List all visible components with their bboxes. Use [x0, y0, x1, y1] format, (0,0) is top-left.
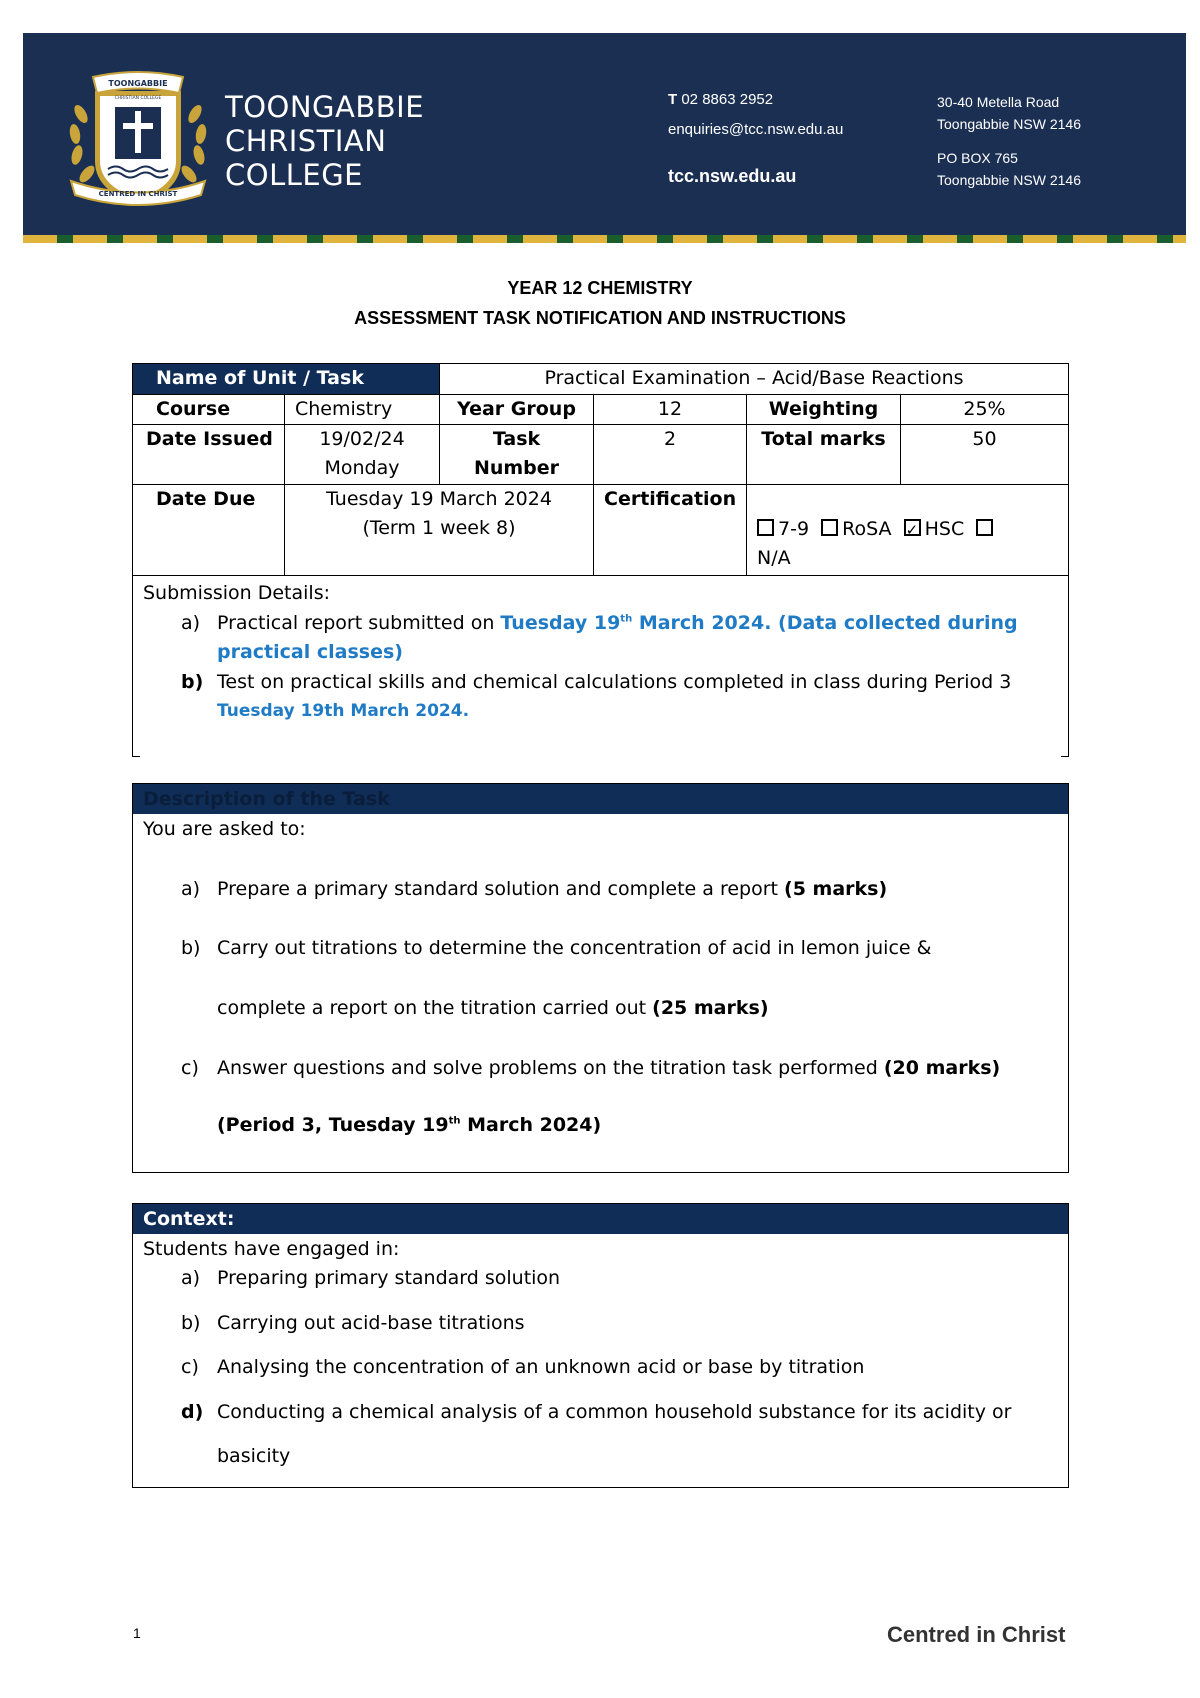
task-number-label-line1: Task [492, 428, 541, 450]
website-link[interactable]: tcc.nsw.edu.au [668, 166, 797, 186]
context-a-marker: a) [181, 1267, 201, 1289]
total-marks-label: Total marks [747, 425, 901, 485]
context-section [132, 1203, 1069, 1488]
address-line3: PO BOX 765 [937, 150, 1018, 166]
table-corner-left [132, 750, 140, 757]
certification-label: Certification [594, 485, 747, 576]
date-due-term: (Term 1 week 8) [362, 517, 516, 539]
submission-item-b-date: Tuesday 19th March 2024. [217, 701, 470, 721]
phone-number[interactable]: 02 8863 2952 [681, 91, 774, 108]
description-item-a: Prepare a primary standard solution and complete a report (5 marks) [217, 878, 888, 900]
description-item-b-cont: complete a report on the titration carried out (25 marks) [217, 997, 769, 1019]
unit-name-value: Practical Examination – Acid/Base Reactions [440, 364, 1068, 395]
date-issued-value [285, 425, 440, 485]
description-b-marker: b) [181, 937, 201, 959]
description-item-c-period: (Period 3, Tuesday 19th March 2024) [217, 1114, 602, 1136]
phone-line [668, 91, 773, 108]
context-c-marker: c) [181, 1356, 199, 1378]
address-line4: Toongabbie NSW 2146 [937, 172, 1081, 188]
weighting-label: Weighting [747, 395, 901, 425]
school-name-line1: TOONGABBIE [225, 90, 425, 124]
context-intro: Students have engaged in: [143, 1238, 400, 1260]
email-link[interactable]: enquiries@tcc.nsw.edu.au [668, 121, 844, 138]
context-d-marker: d) [181, 1401, 204, 1423]
submission-heading: Submission Details: [143, 582, 331, 604]
school-name-line2: CHRISTIAN [225, 124, 387, 158]
description-item-b: Carry out titrations to determine the concentration of acid in lemon juice & [217, 937, 932, 959]
postal-address [937, 91, 1081, 191]
submission-item-a-cont: practical classes) [217, 641, 403, 663]
unit-name-label: Name of Unit / Task [133, 364, 440, 395]
year-group-value: 12 [594, 395, 747, 425]
context-item-d: Conducting a chemical analysis of a common household substance for its acidity or [217, 1401, 1012, 1423]
cert-option-7-9[interactable]: 7-9 [757, 518, 809, 540]
description-section [132, 783, 1069, 1173]
phone-label: T [668, 91, 678, 108]
weighting-value: 25% [901, 395, 1068, 425]
header-banner [23, 33, 1186, 243]
date-due-label: Date Due [133, 485, 285, 576]
crest-motto: CENTRED IN CHRIST [98, 190, 178, 198]
address-line2: Toongabbie NSW 2146 [937, 116, 1081, 132]
checked-checkbox-icon [904, 519, 921, 536]
description-item-c: Answer questions and solve problems on the titration task performed (20 marks) [217, 1057, 1001, 1079]
context-heading: Context: [133, 1204, 1068, 1234]
description-c-marker: c) [181, 1057, 199, 1079]
document-subtitle: ASSESSMENT TASK NOTIFICATION AND INSTRUCTIONS [354, 308, 846, 328]
page-number: 1 [133, 1625, 141, 1641]
course-value: Chemistry [285, 395, 440, 425]
description-heading: Description of the Task [133, 784, 1068, 814]
crest-top-text: TOONGABBIE [108, 79, 168, 88]
submission-a-marker: a) [181, 612, 201, 634]
checkbox-icon [976, 519, 993, 536]
document-title: YEAR 12 CHEMISTRY [507, 278, 693, 298]
year-group-label: Year Group [440, 395, 594, 425]
college-crest-logo [63, 69, 213, 209]
date-due-value [285, 485, 594, 576]
date-issued-label: Date Issued [133, 425, 285, 485]
banner-stripe [23, 235, 1186, 243]
cert-option-na[interactable]: N/A [757, 518, 997, 569]
submission-b-marker: b) [181, 671, 204, 693]
footer-motto: Centred in Christ [887, 1622, 1066, 1647]
description-a-marker: a) [181, 878, 201, 900]
checkbox-icon [821, 519, 838, 536]
cert-option-hsc[interactable]: ✓ HSC [904, 518, 965, 540]
school-name-line3: COLLEGE [225, 158, 364, 192]
description-intro: You are asked to: [143, 818, 306, 840]
date-issued-date: 19/02/24 [319, 428, 405, 450]
task-number-label [440, 425, 594, 485]
certification-options [747, 485, 1068, 576]
checkbox-icon [757, 519, 774, 536]
total-marks-value: 50 [901, 425, 1068, 485]
task-number-label-line2: Number [473, 457, 560, 479]
context-item-b: Carrying out acid-base titrations [217, 1312, 525, 1334]
context-item-c: Analysing the concentration of an unknown acid or base by titration [217, 1356, 865, 1378]
course-label: Course [133, 395, 285, 425]
cert-option-rosa[interactable]: RoSA [821, 518, 891, 540]
date-issued-day: Monday [324, 457, 400, 479]
date-due-date: Tuesday 19 March 2024 [326, 488, 552, 510]
submission-item-a: Practical report submitted on Tuesday 19th March 2024. (Data collected during [217, 612, 1018, 634]
context-b-marker: b) [181, 1312, 201, 1334]
school-name [225, 90, 424, 192]
context-item-d-cont: basicity [217, 1445, 291, 1467]
address-line1: 30-40 Metella Road [937, 94, 1060, 110]
crest-sub-text: CHRISTIAN COLLEGE [114, 96, 162, 101]
submission-item-b: Test on practical skills and chemical calculations completed in class during Period 3 [217, 671, 1012, 693]
task-number-value: 2 [594, 425, 747, 485]
task-info-table [132, 363, 1069, 756]
context-item-a: Preparing primary standard solution [217, 1267, 561, 1289]
table-corner-right [1061, 750, 1069, 757]
